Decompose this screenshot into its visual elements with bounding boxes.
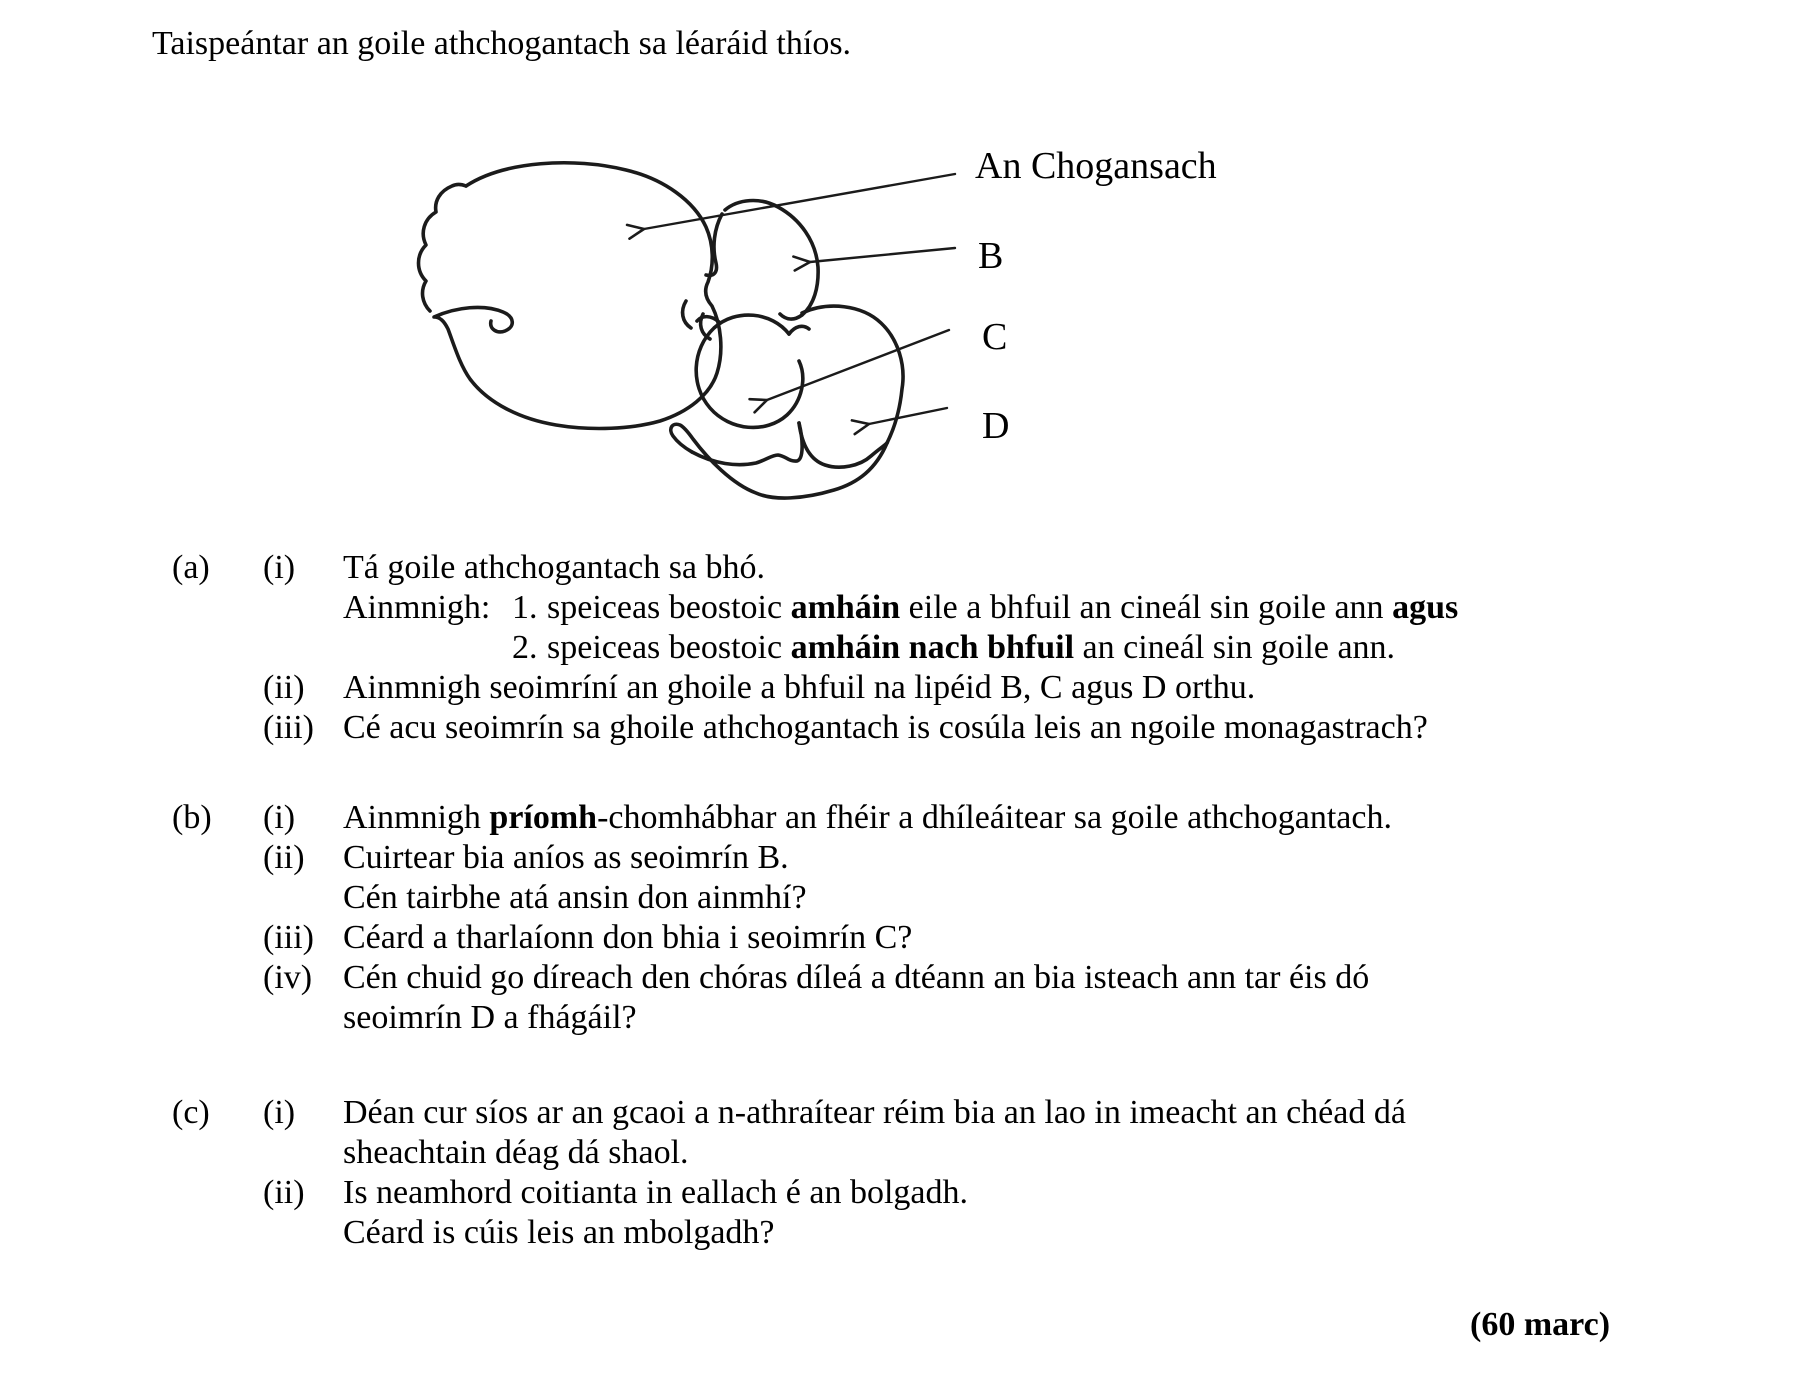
question-row	[172, 708, 1752, 748]
question-text	[343, 1133, 1752, 1173]
section-marker	[172, 668, 263, 708]
section-marker	[172, 1213, 263, 1253]
junction-hook-left	[683, 301, 691, 328]
part-marker: (ii)	[263, 1174, 305, 1211]
part-marker: (ii)	[263, 839, 305, 876]
part-marker: (iii)	[263, 709, 314, 746]
question-row	[172, 1093, 1752, 1133]
part-marker	[263, 1133, 343, 1173]
diagram-label-c: C	[982, 316, 1008, 358]
text-run: Cuirtear bia aníos as seoimrín B.	[343, 839, 789, 876]
reticulum-left-edge	[706, 214, 722, 275]
section-marker	[172, 878, 263, 918]
section-marker	[172, 958, 263, 998]
diagram-label-b: B	[978, 235, 1004, 277]
question-text	[343, 708, 1752, 748]
marks-label: (60 marc)	[1470, 1306, 1611, 1343]
text-run: Céard is cúis leis an mbolgadh?	[343, 1214, 775, 1251]
text-run: Cén chuid go díreach den chóras díleá a dtéann an bia isteach ann tar éis dó	[343, 959, 1370, 996]
text-run: agus	[1392, 589, 1459, 626]
question-row	[172, 958, 1752, 998]
question-text	[343, 958, 1752, 998]
abomasum-outline	[802, 306, 903, 443]
text-run: Cé acu seoimrín sa ghoile athchogantach is cosúla leis an ngoile monagastrach?	[343, 709, 1428, 746]
diagram-label-d: D	[982, 405, 1010, 447]
section-marker	[172, 588, 263, 628]
text-run: sheachtain déag dá shaol.	[343, 1134, 689, 1171]
text-run: Déan cur síos ar an gcaoi a n-athraítear réim bia an lao in imeacht an chéad dá	[343, 1094, 1406, 1131]
list-number: 1.	[512, 589, 538, 626]
abomasum-bottom-edge	[799, 423, 887, 467]
question-row	[172, 798, 1752, 838]
question-text	[343, 1213, 1752, 1253]
question-text	[343, 878, 1752, 918]
reticulum-outline	[725, 201, 818, 315]
section-marker: (b)	[172, 799, 212, 836]
section-marker	[172, 628, 263, 668]
rumen-outline	[434, 163, 721, 429]
questions-block	[172, 548, 1752, 1253]
diagram-label-rumen: An Chogansach	[975, 145, 1217, 187]
text-run: Is neamhord coitianta in eallach é an bolgadh.	[343, 1174, 968, 1211]
question-text	[343, 628, 1752, 668]
part-marker: (ii)	[263, 669, 305, 706]
question-text	[343, 918, 1752, 958]
part-marker: (iii)	[263, 919, 314, 956]
text-run: Ainmnigh seoimríní an ghoile a bhfuil na lipéid B, C agus D orthu.	[343, 669, 1256, 706]
part-marker: (i)	[263, 1094, 296, 1131]
question-text	[343, 588, 1752, 628]
question-row	[172, 878, 1752, 918]
question-row	[172, 838, 1752, 878]
leader-line-rumen	[644, 174, 955, 229]
question-text	[343, 1173, 1752, 1213]
text-run: an cineál sin goile ann.	[1074, 629, 1396, 666]
question-row	[172, 628, 1752, 668]
abomasum-tail-inner	[692, 423, 802, 465]
text-run: amháin nach bhfuil	[790, 629, 1075, 666]
part-marker	[263, 588, 343, 628]
text-run: príomh	[489, 799, 598, 836]
hang-label: Ainmnigh:	[343, 589, 491, 626]
text-run: -chomhábhar an fhéir a dhíleáitear sa goile athchogantach.	[597, 799, 1392, 836]
question-text	[343, 798, 1752, 838]
question-row	[172, 1133, 1752, 1173]
text-run: speiceas beostoic	[547, 589, 791, 626]
question-text	[343, 1093, 1752, 1133]
abomasum-tail-outer	[671, 424, 887, 498]
text-run: eile a bhfuil an cineál sin goile ann	[900, 589, 1393, 626]
part-marker: (i)	[263, 799, 296, 836]
section-marker	[172, 918, 263, 958]
text-run: Ainmnigh	[343, 799, 490, 836]
question-row	[172, 548, 1752, 588]
text-run: amháin	[790, 589, 901, 626]
section-gap	[172, 748, 1752, 798]
question-text	[343, 548, 1752, 588]
section-marker	[172, 1173, 263, 1213]
leader-line-c	[767, 330, 949, 400]
section-gap	[172, 1038, 1752, 1093]
rumen-left-lobes	[419, 185, 467, 312]
part-marker	[263, 1213, 343, 1253]
question-text	[343, 998, 1752, 1038]
section-marker	[172, 1133, 263, 1173]
section-marker	[172, 838, 263, 878]
part-marker: (iv)	[263, 959, 313, 996]
leader-line-b	[810, 248, 955, 262]
section-marker: (c)	[172, 1094, 210, 1131]
question-row	[172, 998, 1752, 1038]
text-run: seoimrín D a fhágáil?	[343, 999, 637, 1036]
reticulum-bottom-hook	[780, 314, 802, 319]
question-row	[172, 918, 1752, 958]
question-text	[343, 668, 1752, 708]
question-text	[343, 838, 1752, 878]
part-marker: (i)	[263, 549, 296, 586]
question-row	[172, 588, 1752, 628]
part-marker	[263, 628, 343, 668]
section-marker: (a)	[172, 549, 210, 586]
text-run: Tá goile athchogantach sa bhó.	[343, 549, 766, 586]
question-row	[172, 668, 1752, 708]
leader-line-d	[869, 408, 947, 424]
section-marker	[172, 708, 263, 748]
part-marker	[263, 998, 343, 1038]
text-run: speiceas beostoic	[547, 629, 791, 666]
question-row	[172, 1213, 1752, 1253]
list-number: 2.	[512, 629, 538, 666]
page-title: Taispeántar an goile athchogantach sa léaráid thíos.	[152, 25, 852, 62]
omasum-top-curl	[789, 326, 809, 334]
question-row	[172, 1173, 1752, 1213]
omasum-outline	[696, 315, 803, 427]
section-marker	[172, 998, 263, 1038]
text-run: Cén tairbhe atá ansin don ainmhí?	[343, 879, 807, 916]
text-run: Céard a tharlaíonn don bhia i seoimrín C?	[343, 919, 913, 956]
part-marker	[263, 878, 343, 918]
